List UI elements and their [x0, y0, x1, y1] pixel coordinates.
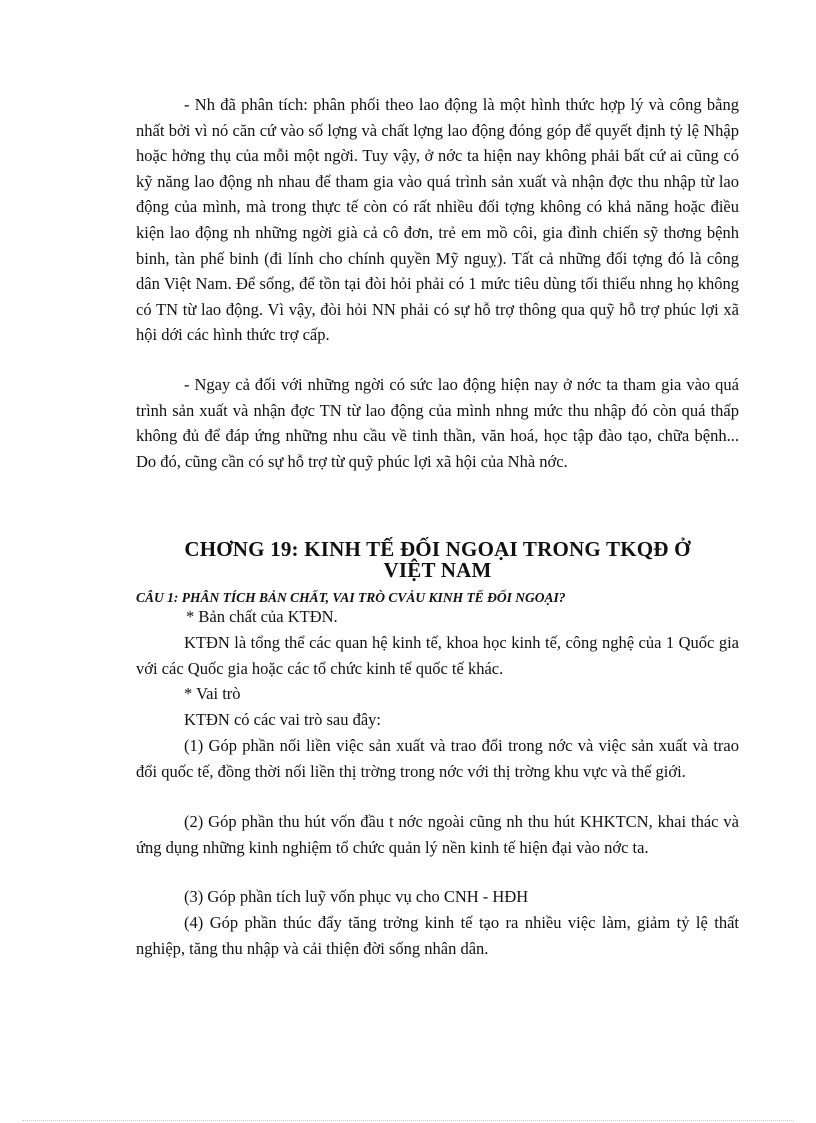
page-bottom-divider [22, 1120, 794, 1121]
role-item-4: (4) Góp phần thúc đẩy tăng trởng kinh tế tạo ra nhiều việc làm, giảm tỷ lệ thất nghiệp, tăng thu nhập và cải thiện đời sống nhân dân. [136, 913, 739, 958]
question-heading: CÂU 1: PHÂN TÍCH BẢN CHẤT, VAI TRÒ CVẢU KINH TẾ ĐỐI NGOẠI? [136, 590, 566, 605]
chapter-title-line2: VIỆT NAM [383, 558, 492, 582]
role-intro: KTĐN có các vai trò sau đây: [184, 710, 382, 729]
role-item-2: (2) Góp phần thu hút vốn đầu t nớc ngoài cũng nh thu hút KHKTCN, khai thác và ứng dụng những kinh nghiệm tổ chức quản lý nền kinh tế hiện đại vào nớc ta. [136, 812, 739, 857]
essence-heading: * Bản chất của KTĐN. [186, 607, 338, 626]
essence-text: KTĐN là tổng thể các quan hệ kinh tế, khoa học kinh tế, công nghệ của 1 Quốc gia với các Quốc gia hoặc các tổ chức kinh tế quốc tế khác. [136, 633, 739, 678]
role-item-3: (3) Góp phần tích luỹ vốn phục vụ cho CNH - HĐH [184, 887, 529, 906]
role-heading: * Vai trò [184, 684, 241, 703]
paragraph-distribution: - Nh đã phân tích: phân phối theo lao động là một hình thức hợp lý và công bằng nhất bởi vì nó căn cứ vào số lợng và chất lợng lao động đóng góp để quyết định tỷ lệ Nhập hoặc hởng thụ của mỗi một ngời. Tuy vậy, ở nớc ta hiện nay không phải bất cứ ai cũng có kỹ năng lao động nh nhau để tham gia vào quá trình sản xuất và nhận đợc thu nhập từ lao động của mình, mà trong thực tế còn có rất nhiều đối tợng không có khả năng hoặc điều kiện lao động nh những ngời già cả cô đơn, trẻ em mồ côi, gia đình chiến sỹ thơng bệnh binh, tàn phế binh (đi lính cho chính quyền Mỹ nguỵ). Tất cả những đối tợng đó là công dân Việt Nam. Để sống, để tồn tại đòi hỏi phải có 1 mức tiêu dùng tối thiểu nhng họ không có TN từ lao động. Vì vậy, đòi hỏi NN phải có sự hỗ trợ thông qua quỹ hỗ trợ phúc lợi xã hội dới các hình thức trợ cấp. [136, 95, 739, 345]
paragraph-low-income: - Ngay cả đối với những ngời có sức lao động hiện nay ở nớc ta tham gia vào quá trình sản xuất và nhận đợc TN từ lao động của mình nhng mức thu nhập đó còn quá thấp không đủ để đáp ứng những nhu cầu về tinh thần, văn hoá, học tập đào tạo, chữa bệnh... Do đó, cũng cần có sự hỗ trợ từ quỹ phúc lợi xã hội của Nhà nớc. [136, 375, 739, 471]
role-item-1: (1) Góp phần nối liền việc sản xuất và trao đổi trong nớc và việc sản xuất và trao đổi quốc tế, đồng thời nối liền thị trờng trong nớc với thị trờng khu vực và thế giới. [136, 736, 739, 781]
chapter-title-line1: CHƠNG 19: KINH TẾ ĐỐI NGOẠI TRONG TKQĐ Ở [184, 537, 691, 561]
